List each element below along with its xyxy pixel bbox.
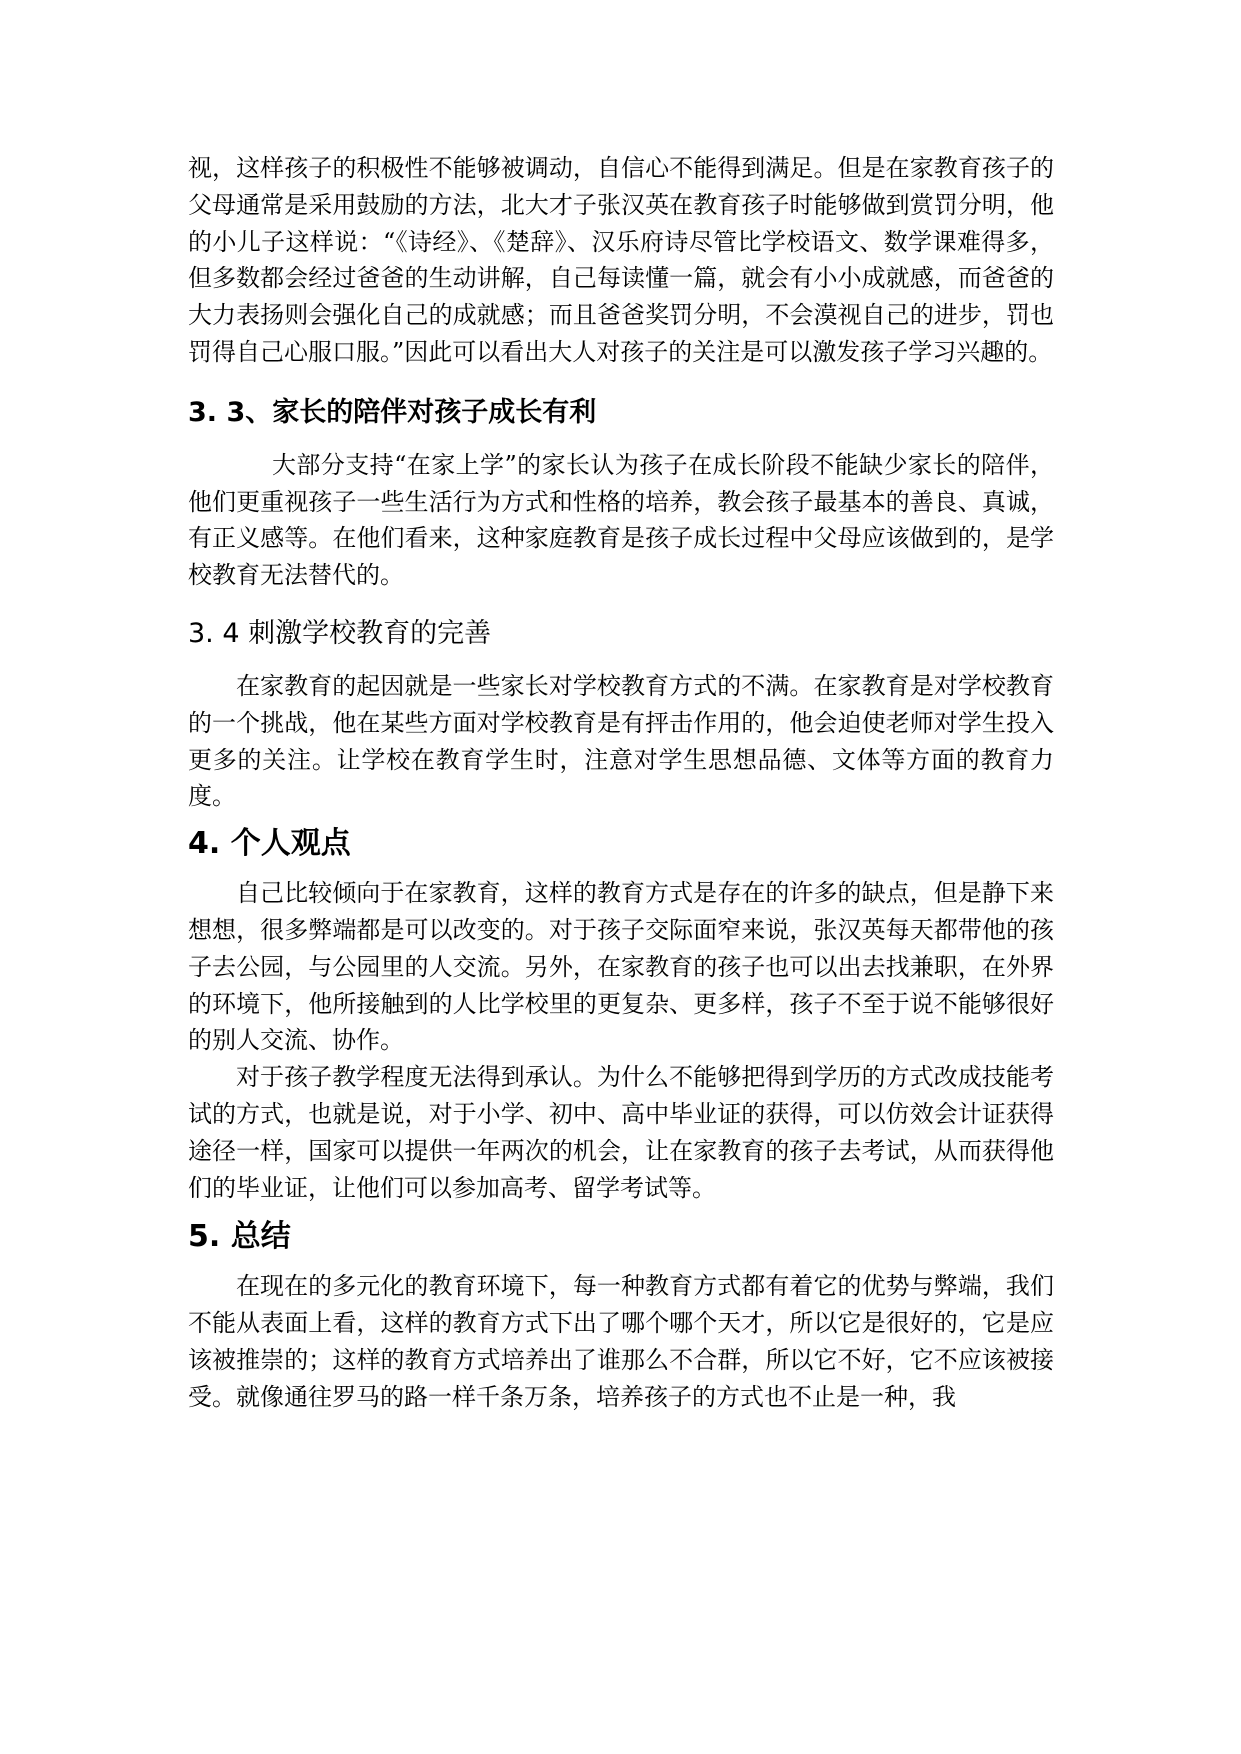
heading-3-4: 3. 4 刺激学校教育的完善 — [188, 617, 492, 649]
heading-5: 5. 总结 — [188, 1219, 291, 1255]
heading-4: 4. 个人观点 — [188, 826, 351, 862]
paragraph-3-3: 大部分支持“在家上学”的家长认为孩子在成长阶段不能缺少家长的陪伴，他们更重视孩子一些生活行为方式和性格的培养，教会孩子最基本的善良、真诚，有正义感等。在他们看来，这种家庭教育是孩子成长过程中父母应该做到的，是学校教育无法替代的。 — [188, 450, 1054, 590]
heading-3-3: 3. 3、家长的陪伴对孩子成长有利 — [188, 396, 597, 428]
document-page — [188, 150, 1054, 1416]
paragraph-3-4: 在家教育的起因就是一些家长对学校教育方式的不满。在家教育是对学校教育的一个挑战，他在某些方面对学校教育是有抨击作用的，他会迫使老师对学生投入更多的关注。让学校在教育学生时，注意对学生思想品德、文体等方面的教育力度。 — [188, 671, 1054, 811]
paragraph-5: 在现在的多元化的教育环境下，每一种教育方式都有着它的优势与弊端，我们不能从表面上看，这样的教育方式下出了哪个哪个天才，所以它是很好的，它是应该被推崇的；这样的教育方式培养出了谁那么不合群，所以它不好，它不应该被接受。就像通往罗马的路一样千条万条，培养孩子的方式也不止是一种，我 — [188, 1272, 1054, 1411]
intro-paragraph: 视，这样孩子的积极性不能够被调动，自信心不能得到满足。但是在家教育孩子的父母通常是采用鼓励的方法，北大才子张汉英在教育孩子时能够做到赏罚分明，他的小儿子这样说：“《诗经》、《楚辞》、汉乐府诗尽管比学校语文、数学课难得多，但多数都会经过爸爸的生动讲解，自己每读懂一篇，就会有小小成就感，而爸爸的大力表扬则会强化自己的成就感；而且爸爸奖罚分明，不会漠视自己的进步，罚也罚得自己心服口服。”因此可以看出大人对孩子的关注是可以激发孩子学习兴趣的。 — [188, 154, 1054, 366]
paragraph-4-a: 自己比较倾向于在家教育，这样的教育方式是存在的许多的缺点，但是静下来想想，很多弊端都是可以改变的。对于孩子交际面窄来说，张汉英每天都带他的孩子去公园，与公园里的人交流。另外，在家教育的孩子也可以出去找兼职，在外界的环境下，他所接触到的人比学校里的更复杂、更多样，孩子不至于说不能够很好的别人交流、协作。 — [188, 879, 1054, 1055]
paragraph-4-b: 对于孩子教学程度无法得到承认。为什么不能够把得到学历的方式改成技能考试的方式，也就是说，对于小学、初中、高中毕业证的获得，可以仿效会计证获得途径一样，国家可以提供一年两次的机会，让在家教育的孩子去考试，从而获得他们的毕业证，让他们可以参加高考、留学考试等。 — [188, 1063, 1054, 1202]
